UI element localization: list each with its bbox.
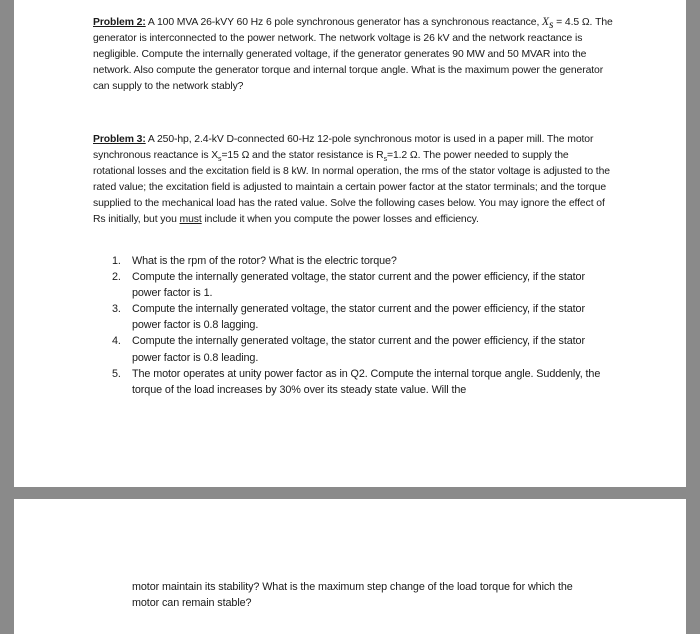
problem-2-heading: Problem 2: [93, 17, 146, 28]
problem-2-intro: A 100 MVA 26-kVY 60 Hz 6 pole synchronous generator has a synchronous reactance, [145, 17, 543, 28]
must-emphasis: must [179, 214, 202, 226]
document-page-2 [14, 499, 686, 634]
list-item [112, 366, 612, 398]
problem-3-text-1: A 250-hp, 2.4-kV D-connected 60-Hz 12-pole synchronous motor is used in a paper mill. The motor synchronous reactance is X [93, 134, 594, 162]
reactance-value: = 4.5 Ω. [553, 17, 596, 28]
question-list [112, 253, 612, 398]
question-number: 5. [112, 367, 121, 380]
list-item [112, 301, 612, 333]
xs-subscript: s [218, 156, 222, 164]
problem-3-text-2: =15 Ω and the stator resistance is R [221, 150, 384, 162]
question-text: Compute the internally generated voltage, the stator current and the power efficiency, if the stator power factor is 1. [132, 271, 585, 300]
question-text: The motor operates at unity power factor as in Q2. Compute the internal torque angle. Suddenly, the torque of the load increases by 30% over its steady state value. Will the [132, 367, 601, 396]
problem-3-paragraph [93, 132, 613, 229]
question-number: 4. [112, 335, 121, 348]
problem-3-heading: Problem 3: [93, 134, 146, 145]
question-text: Compute the internally generated voltage, the stator current and the power efficiency, if the stator power factor is 0.8 lagging. [132, 303, 585, 332]
list-item [112, 333, 612, 365]
problem-3-text-3: =1.2 Ω. The power needed to supply the rotational losses and the excitation field is 8 kW. In normal operation, the rms of the stator voltage is adjusted to the rated value; the excitation field is adjusted to maintain a certain power factor at the stator terminals; and the torque supplied to the mechanical load has the rated value. Solve the following cases below. You may ignore the effect of Rs initially, but you [93, 150, 610, 226]
problem-2-body: The generator is interconnected to the power network. The network voltage is 26 kV and the network reactance is negligible. Compute the internally generated voltage, if the generator generates 90 MW and 50 MVAR into the network. Also compute the generator torque and internal torque angle. What is the maximum power the generator can supply to the network stably? [93, 17, 613, 93]
question-text: What is the rpm of the rotor? What is the electric torque? [132, 255, 397, 267]
rs-subscript: s [383, 156, 387, 164]
question-text: Compute the internally generated voltage, the stator current and the power efficiency, if the stator power factor is 0.8 leading. [132, 335, 585, 364]
question-5-continuation: motor maintain its stability? What is the maximum step change of the load torque for which the motor can remain stable? [132, 581, 573, 610]
reactance-symbol: X [542, 16, 549, 28]
question-number: 2. [112, 271, 121, 284]
reactance-subscript: s [548, 19, 554, 32]
problem-3-text-4: include it when you compute the power losses and efficiency. [201, 214, 479, 226]
question-number: 1. [112, 255, 121, 267]
question-number: 3. [112, 303, 121, 316]
list-item [112, 269, 612, 301]
document-page-1 [14, 0, 686, 487]
list-item [112, 253, 612, 269]
problem-2-paragraph [93, 14, 613, 95]
